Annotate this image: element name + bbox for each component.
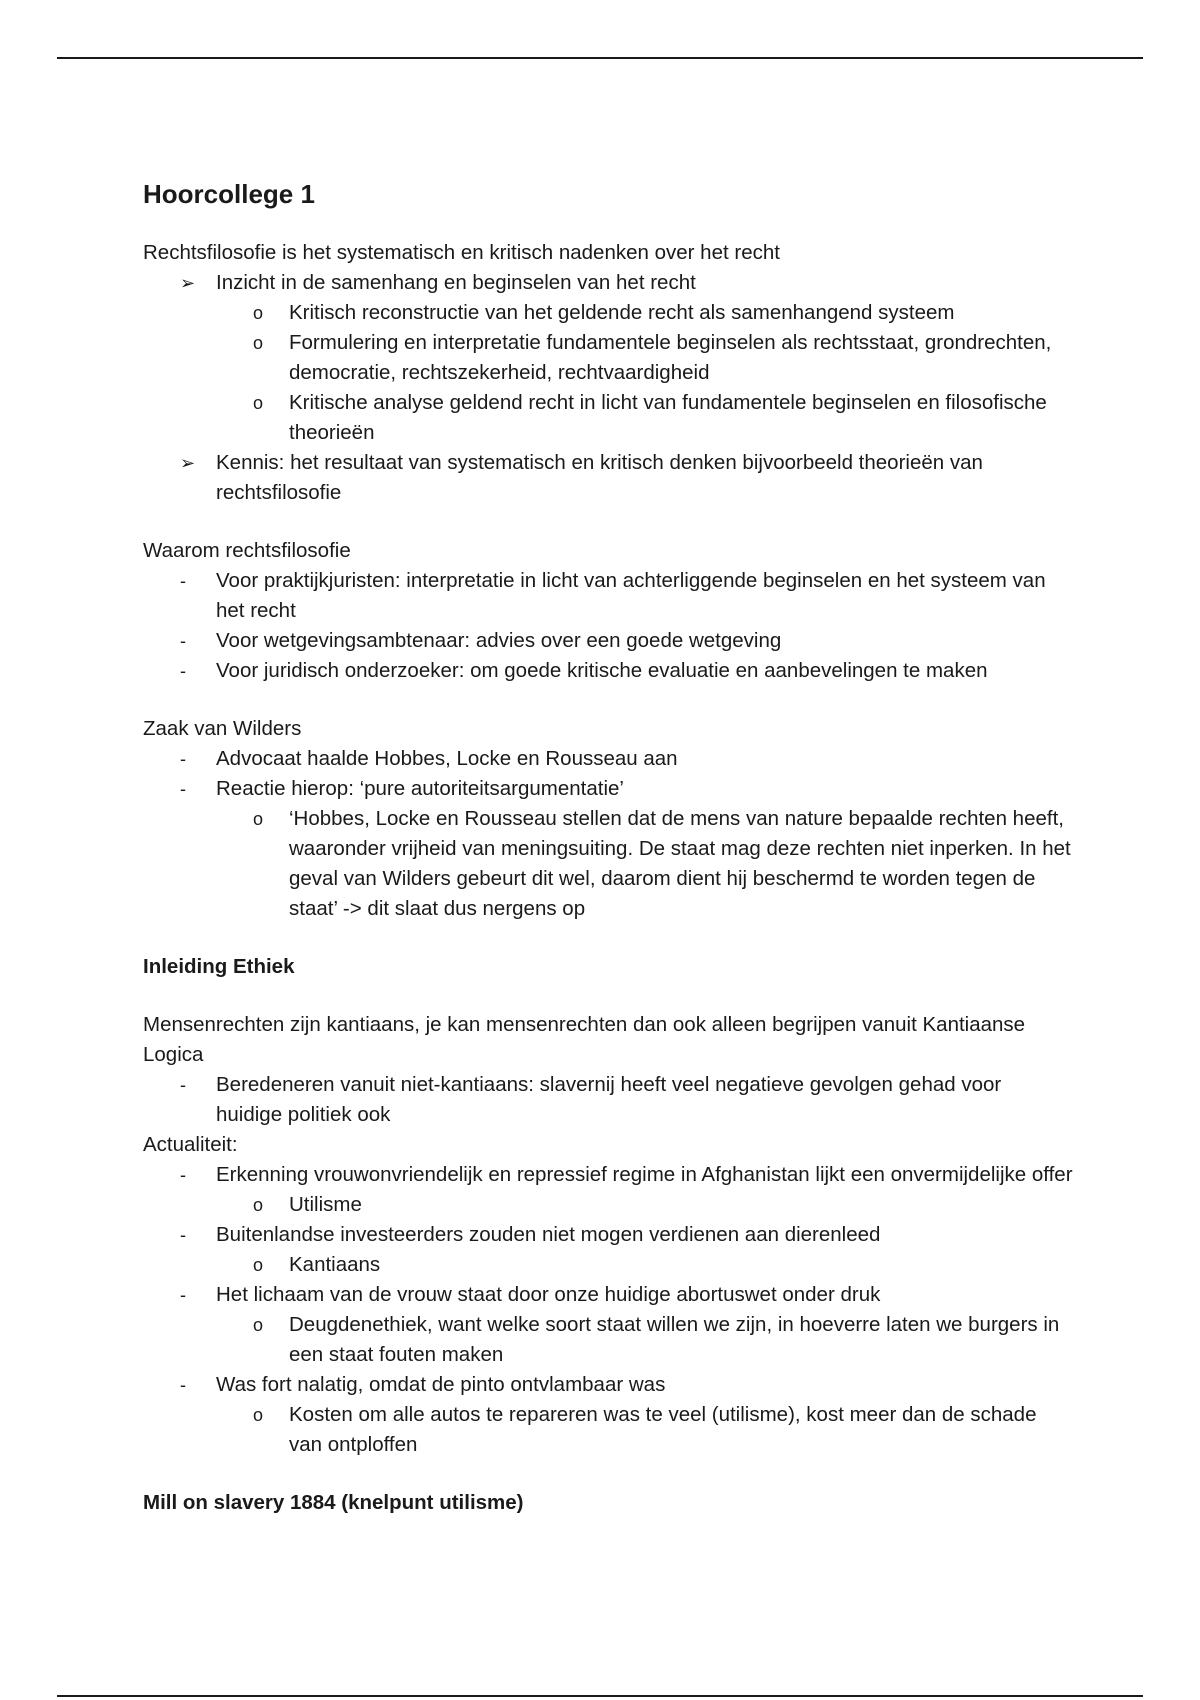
list-item: - Voor juridisch onderzoeker: om goede kritische evaluatie en aanbevelingen te maken — [143, 656, 1073, 686]
circle-bullet-icon: o — [253, 333, 264, 353]
list-item: o Utilisme — [143, 1190, 1073, 1220]
list-item: - Voor praktijkjuristen: interpretatie in licht van achterliggende beginselen en het systeem van het recht — [143, 566, 1073, 626]
circle-bullet-icon: o — [253, 303, 264, 323]
list-item: - Beredeneren vanuit niet-kantiaans: slavernij heeft veel negatieve gevolgen gehad voor huidige politiek ook — [143, 1070, 1073, 1130]
dash-bullet-icon: - — [180, 1375, 186, 1395]
list-item: ➢ Inzicht in de samenhang en beginselen van het recht — [143, 268, 1073, 298]
list-item: ➢ Kennis: het resultaat van systematisch en kritisch denken bijvoorbeeld theorieën van rechtsfilosofie — [143, 448, 1073, 508]
dash-bullet-icon: - — [180, 779, 186, 799]
list-item: - Reactie hierop: ‘pure autoriteitsargumentatie’ — [143, 774, 1073, 804]
paragraph: Mensenrechten zijn kantiaans, je kan mensenrechten dan ook alleen begrijpen vanuit Kantiaanse Logica — [143, 1013, 1026, 1066]
list-item: - Erkenning vrouwonvriendelijk en repressief regime in Afghanistan lijkt een onvermijdelijke offer — [143, 1160, 1073, 1190]
page-title: Hoorcollege 1 — [143, 179, 315, 209]
arrow-bullet-icon: ➢ — [180, 273, 196, 293]
document-body — [143, 176, 1073, 1518]
arrow-bullet-icon: ➢ — [180, 453, 196, 473]
list-item: o Kosten om alle autos te repareren was te veel (utilisme), kost meer dan de schade van ontploffen — [143, 1400, 1073, 1460]
dash-bullet-icon: - — [180, 661, 186, 681]
circle-bullet-icon: o — [253, 1315, 264, 1335]
circle-bullet-icon: o — [253, 809, 264, 829]
dash-bullet-icon: - — [180, 1075, 186, 1095]
list-item: o ‘Hobbes, Locke en Rousseau stellen dat de mens van nature bepaalde rechten heeft, waaronder vrijheid van meningsuiting. De staat mag deze rechten niet inperken. In het geval van Wilders gebeurt dit wel, daarom dient hij beschermd te worden tegen de staat’ -> dit slaat dus nergens op — [143, 804, 1073, 924]
dash-bullet-icon: - — [180, 1225, 186, 1245]
circle-bullet-icon: o — [253, 1195, 264, 1215]
footer-rule — [57, 1695, 1143, 1697]
list-item: - Advocaat haalde Hobbes, Locke en Rousseau aan — [143, 744, 1073, 774]
list-item: o Kritische analyse geldend recht in licht van fundamentele beginselen en filosofische theorieën — [143, 388, 1073, 448]
paragraph: Actualiteit: — [143, 1133, 238, 1156]
dash-bullet-icon: - — [180, 571, 186, 591]
list-item: o Deugdenethiek, want welke soort staat willen we zijn, in hoeverre laten we burgers in een staat fouten maken — [143, 1310, 1073, 1370]
list-item: o Kritisch reconstructie van het geldende recht als samenhangend systeem — [143, 298, 1073, 328]
section-heading: Mill on slavery 1884 (knelpunt utilisme) — [143, 1491, 524, 1514]
list-item: - Het lichaam van de vrouw staat door onze huidige abortuswet onder druk — [143, 1280, 1073, 1310]
circle-bullet-icon: o — [253, 393, 264, 413]
list-item: - Voor wetgevingsambtenaar: advies over een goede wetgeving — [143, 626, 1073, 656]
circle-bullet-icon: o — [253, 1405, 264, 1425]
dash-bullet-icon: - — [180, 1165, 186, 1185]
dash-bullet-icon: - — [180, 1285, 186, 1305]
dash-bullet-icon: - — [180, 631, 186, 651]
list-item: - Was fort nalatig, omdat de pinto ontvlambaar was — [143, 1370, 1073, 1400]
list-item: o Formulering en interpretatie fundamentele beginselen als rechtsstaat, grondrechten, democratie, rechtszekerheid, rechtvaardigheid — [143, 328, 1073, 388]
paragraph: Rechtsfilosofie is het systematisch en kritisch nadenken over het recht — [143, 241, 780, 264]
header-rule — [57, 57, 1143, 59]
list-item: - Buitenlandse investeerders zouden niet mogen verdienen aan dierenleed — [143, 1220, 1073, 1250]
circle-bullet-icon: o — [253, 1255, 264, 1275]
dash-bullet-icon: - — [180, 749, 186, 769]
list-item: o Kantiaans — [143, 1250, 1073, 1280]
section-heading: Waarom rechtsfilosofie — [143, 539, 351, 562]
section-heading: Inleiding Ethiek — [143, 955, 295, 978]
section-heading: Zaak van Wilders — [143, 717, 302, 740]
